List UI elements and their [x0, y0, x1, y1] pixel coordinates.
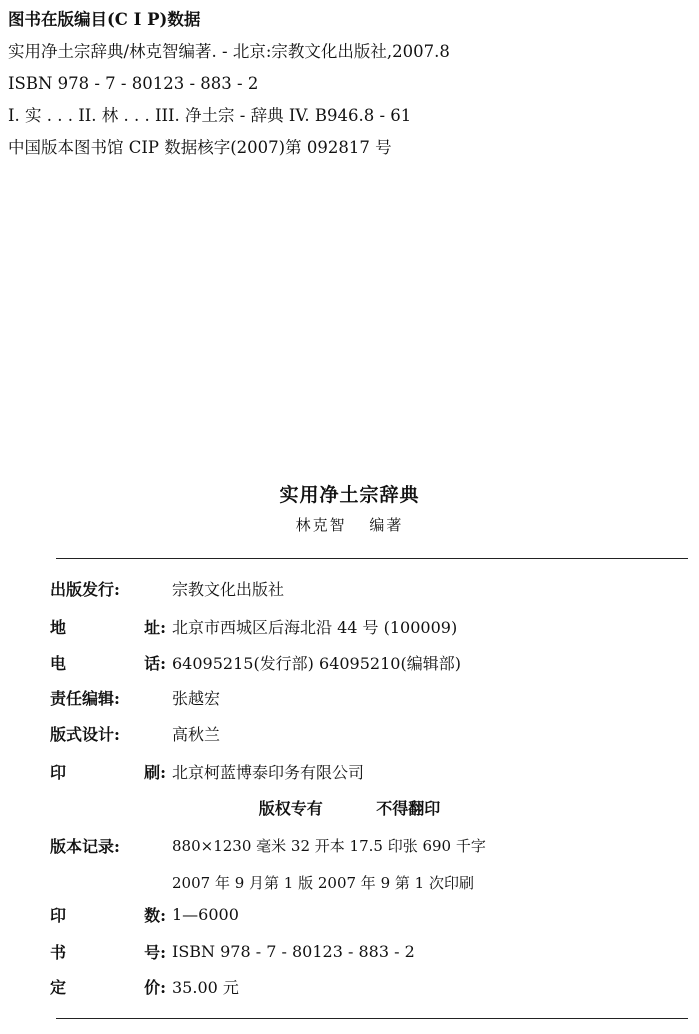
price-label-right: 价:	[144, 977, 166, 997]
price-label	[50, 975, 166, 998]
phone-row	[50, 649, 690, 675]
author-name: 林克智	[295, 516, 347, 534]
phone-label	[50, 651, 166, 674]
cip-isbn-line: ISBN 978 - 7 - 80123 - 883 - 2	[8, 74, 259, 93]
copyright-part1: 版权专有	[258, 799, 323, 818]
printer-row	[50, 758, 690, 784]
designer-label: 版式设计:	[50, 724, 120, 744]
address-label	[50, 615, 166, 638]
author-role: 编著	[369, 516, 404, 534]
bottom-divider	[56, 1018, 688, 1019]
top-divider	[56, 558, 688, 559]
editor-row	[50, 684, 690, 710]
copyright-notice	[0, 796, 699, 819]
designer-row	[50, 720, 690, 746]
address-label-right: 址:	[144, 617, 166, 637]
isbn-label	[50, 940, 166, 963]
price-label-left: 定	[50, 977, 67, 997]
cip-title-line: 实用净土宗辞典/林克智编著. - 北京:宗教文化出版社,2007.8	[8, 42, 450, 61]
editor-label: 责任编辑:	[50, 688, 120, 708]
book-author	[0, 514, 699, 535]
cip-heading: 图书在版编目(C I P)数据	[8, 10, 201, 29]
printer-label	[50, 760, 166, 783]
price-row	[50, 973, 690, 999]
book-title: 实用净土宗辞典	[279, 484, 420, 506]
edition-dates: 2007 年 9 月第 1 版 2007 年 9 第 1 次印刷	[172, 874, 474, 892]
edition-label: 版本记录:	[50, 836, 120, 856]
printer-label-left: 印	[50, 762, 67, 782]
designer-value: 高秋兰	[172, 724, 221, 744]
isbn-row	[50, 938, 690, 964]
isbn-label-right: 号:	[144, 942, 166, 962]
editor-value: 张越宏	[172, 688, 221, 708]
publisher-row	[50, 575, 690, 601]
print-run-row	[50, 901, 690, 927]
address-value: 北京市西城区后海北沿 44 号 (100009)	[172, 617, 458, 637]
cip-block	[8, 8, 688, 168]
edition-row	[50, 832, 690, 858]
isbn-value: ISBN 978 - 7 - 80123 - 883 - 2	[172, 941, 415, 961]
phone-label-right: 话:	[144, 653, 166, 673]
price-value: 35.00 元	[172, 977, 239, 997]
address-row	[50, 613, 690, 639]
phone-label-left: 电	[50, 653, 67, 673]
printer-value: 北京柯蓝博泰印务有限公司	[172, 762, 365, 782]
cip-record-line: 中国版本图书馆 CIP 数据核字(2007)第 092817 号	[8, 138, 392, 157]
publisher-value: 宗教文化出版社	[172, 579, 285, 599]
print-run-label-left: 印	[50, 905, 67, 925]
print-run-label-right: 数:	[144, 905, 166, 925]
isbn-label-left: 书	[50, 942, 67, 962]
phone-value: 64095215(发行部) 64095210(编辑部)	[172, 653, 461, 673]
printer-label-right: 刷:	[144, 762, 166, 782]
address-label-left: 地	[50, 617, 67, 637]
print-run-value: 1—6000	[172, 904, 239, 924]
print-run-label	[50, 903, 166, 926]
copyright-part2: 不得翻印	[376, 799, 441, 818]
edition-specs: 880×1230 毫米 32 开本 17.5 印张 690 千字	[172, 836, 486, 855]
publisher-label: 出版发行:	[50, 579, 120, 599]
cip-classification-line: I. 实 . . . II. 林 . . . III. 净土宗 - 辞典 IV. B946.8 - 61	[8, 106, 412, 125]
